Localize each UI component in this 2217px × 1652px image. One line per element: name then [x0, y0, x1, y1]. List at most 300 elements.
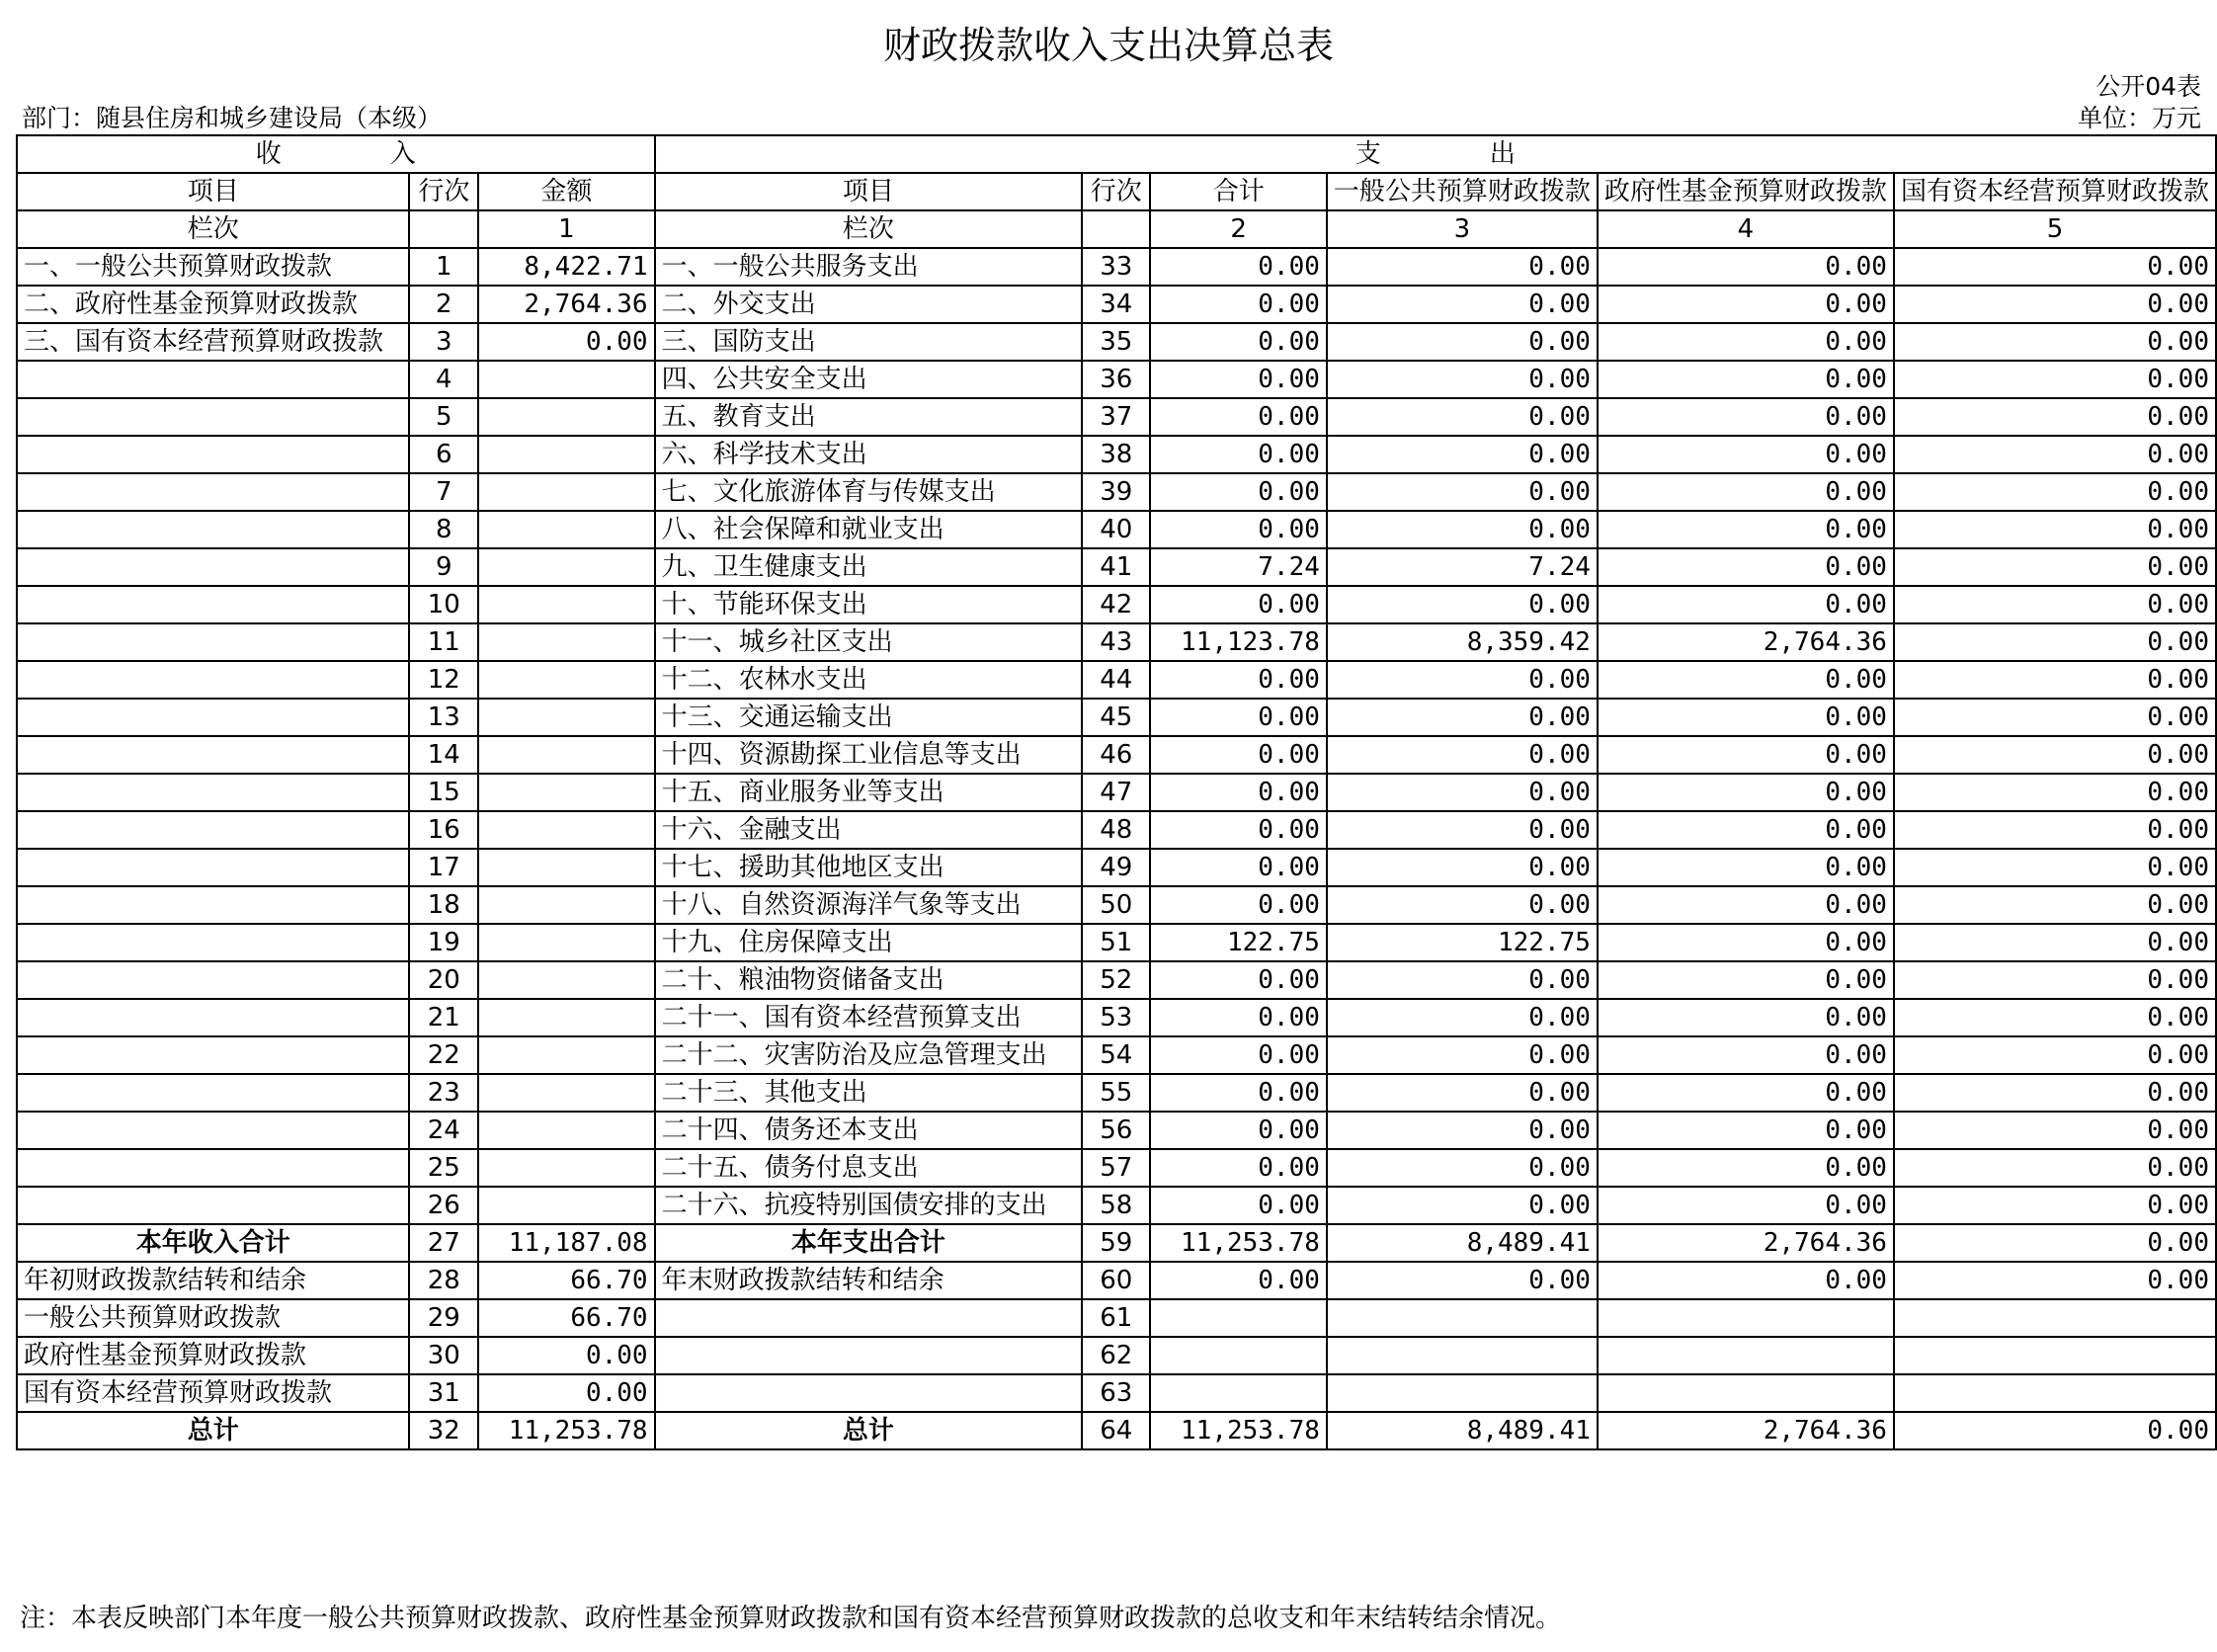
expense-row-no-cell[interactable]: 44	[1082, 661, 1150, 699]
gov-fund-cell[interactable]: 0.00	[1598, 286, 1894, 323]
state-capital-cell[interactable]: 0.00	[1894, 849, 2216, 886]
general-budget-cell[interactable]: 0.00	[1327, 849, 1598, 886]
income-amount-cell[interactable]	[478, 1149, 654, 1187]
state-capital-cell[interactable]: 0.00	[1894, 586, 2216, 623]
carryover-sub-empty-total[interactable]	[1150, 1299, 1326, 1337]
income-row-no-header[interactable]: 行次	[409, 173, 478, 210]
income-item-cell[interactable]	[17, 849, 409, 886]
general-budget-cell[interactable]: 0.00	[1327, 999, 1598, 1036]
income-item-cell[interactable]: 一、一般公共预算财政拨款	[17, 248, 409, 286]
expense-row-no-cell[interactable]: 37	[1082, 398, 1150, 436]
col-index-label-2[interactable]: 栏次	[655, 210, 1083, 248]
carryover-sub-expense-no[interactable]: 62	[1082, 1337, 1150, 1374]
general-budget-cell[interactable]: 0.00	[1327, 774, 1598, 811]
carryover-sub-amount[interactable]: 66.70	[478, 1299, 654, 1337]
state-capital-cell[interactable]: 0.00	[1894, 886, 2216, 924]
expense-item-cell[interactable]: 六、科学技术支出	[655, 436, 1083, 473]
state-capital-cell[interactable]: 0.00	[1894, 1149, 2216, 1187]
income-row-no-cell[interactable]: 13	[409, 699, 478, 736]
expense-total-state[interactable]: 0.00	[1894, 1224, 2216, 1262]
expense-total-cell[interactable]: 0.00	[1150, 286, 1326, 323]
carryover-sub-amount[interactable]: 0.00	[478, 1337, 654, 1374]
expense-row-no-cell[interactable]: 47	[1082, 774, 1150, 811]
gov-fund-cell[interactable]: 0.00	[1598, 699, 1894, 736]
end-carryover-general[interactable]: 0.00	[1327, 1262, 1598, 1299]
income-row-no-cell[interactable]: 24	[409, 1112, 478, 1149]
grand-total-sum[interactable]: 11,253.78	[1150, 1412, 1326, 1449]
grand-total-state[interactable]: 0.00	[1894, 1412, 2216, 1449]
expense-item-cell[interactable]: 十三、交通运输支出	[655, 699, 1083, 736]
expense-row-no-cell[interactable]: 45	[1082, 699, 1150, 736]
expense-row-no-cell[interactable]: 46	[1082, 736, 1150, 774]
income-item-cell[interactable]	[17, 1112, 409, 1149]
expense-item-cell[interactable]: 十六、金融支出	[655, 811, 1083, 849]
state-capital-cell[interactable]: 0.00	[1894, 361, 2216, 398]
income-item-cell[interactable]	[17, 548, 409, 586]
gov-fund-cell[interactable]: 0.00	[1598, 323, 1894, 361]
income-item-cell[interactable]	[17, 774, 409, 811]
income-amount-header[interactable]: 金额	[478, 173, 654, 210]
expense-total-cell[interactable]: 11,123.78	[1150, 623, 1326, 661]
expense-item-cell[interactable]: 十八、自然资源海洋气象等支出	[655, 886, 1083, 924]
income-amount-cell[interactable]	[478, 661, 654, 699]
gov-fund-cell[interactable]: 0.00	[1598, 1112, 1894, 1149]
state-capital-cell[interactable]: 0.00	[1894, 473, 2216, 511]
carryover-sub-empty-state[interactable]	[1894, 1299, 2216, 1337]
general-budget-cell[interactable]: 0.00	[1327, 886, 1598, 924]
income-item-cell[interactable]	[17, 924, 409, 961]
state-capital-cell[interactable]: 0.00	[1894, 811, 2216, 849]
income-row-no-cell[interactable]: 18	[409, 886, 478, 924]
expense-row-no-cell[interactable]: 50	[1082, 886, 1150, 924]
income-amount-cell[interactable]	[478, 511, 654, 548]
income-amount-cell[interactable]: 8,422.71	[478, 248, 654, 286]
state-capital-cell[interactable]: 0.00	[1894, 1187, 2216, 1224]
expense-total-cell[interactable]: 0.00	[1150, 1036, 1326, 1074]
income-item-cell[interactable]: 二、政府性基金预算财政拨款	[17, 286, 409, 323]
income-row-no-cell[interactable]: 25	[409, 1149, 478, 1187]
general-budget-cell[interactable]: 0.00	[1327, 286, 1598, 323]
income-item-cell[interactable]	[17, 436, 409, 473]
expense-item-header[interactable]: 项目	[655, 173, 1083, 210]
col-index-4[interactable]: 4	[1598, 210, 1894, 248]
expense-item-cell[interactable]: 二十二、灾害防治及应急管理支出	[655, 1036, 1083, 1074]
expense-row-no-cell[interactable]: 36	[1082, 361, 1150, 398]
expense-item-cell[interactable]: 十五、商业服务业等支出	[655, 774, 1083, 811]
state-capital-cell[interactable]: 0.00	[1894, 1112, 2216, 1149]
income-row-no-cell[interactable]: 2	[409, 286, 478, 323]
income-row-no-cell[interactable]: 9	[409, 548, 478, 586]
carryover-sub-empty-general[interactable]	[1327, 1374, 1598, 1412]
income-row-no-cell[interactable]: 26	[409, 1187, 478, 1224]
general-budget-cell[interactable]: 0.00	[1327, 811, 1598, 849]
carryover-sub-empty-fund[interactable]	[1598, 1374, 1894, 1412]
state-capital-cell[interactable]: 0.00	[1894, 511, 2216, 548]
income-amount-cell[interactable]	[478, 398, 654, 436]
state-capital-cell[interactable]: 0.00	[1894, 999, 2216, 1036]
expense-row-no-cell[interactable]: 48	[1082, 811, 1150, 849]
expense-total-cell[interactable]: 0.00	[1150, 811, 1326, 849]
expense-row-no-cell[interactable]: 54	[1082, 1036, 1150, 1074]
income-item-cell[interactable]	[17, 473, 409, 511]
expense-total-sum[interactable]: 11,253.78	[1150, 1224, 1326, 1262]
income-row-no-cell[interactable]: 19	[409, 924, 478, 961]
income-item-cell[interactable]	[17, 1036, 409, 1074]
expense-row-no-cell[interactable]: 41	[1082, 548, 1150, 586]
carryover-sub-empty-state[interactable]	[1894, 1374, 2216, 1412]
expense-item-cell[interactable]: 五、教育支出	[655, 398, 1083, 436]
expense-total-cell[interactable]: 0.00	[1150, 849, 1326, 886]
expense-total-cell[interactable]: 0.00	[1150, 999, 1326, 1036]
carryover-sub-label[interactable]: 政府性基金预算财政拨款	[17, 1337, 409, 1374]
income-item-cell[interactable]	[17, 511, 409, 548]
gov-fund-cell[interactable]: 0.00	[1598, 1149, 1894, 1187]
general-budget-header[interactable]: 一般公共预算财政拨款	[1327, 173, 1598, 210]
grand-total-general[interactable]: 8,489.41	[1327, 1412, 1598, 1449]
income-amount-cell[interactable]	[478, 849, 654, 886]
gov-fund-cell[interactable]: 0.00	[1598, 548, 1894, 586]
income-row-no-cell[interactable]: 7	[409, 473, 478, 511]
gov-fund-cell[interactable]: 2,764.36	[1598, 623, 1894, 661]
end-carryover-no[interactable]: 60	[1082, 1262, 1150, 1299]
expense-total-cell[interactable]: 7.24	[1150, 548, 1326, 586]
income-item-cell[interactable]	[17, 999, 409, 1036]
carryover-sub-no[interactable]: 30	[409, 1337, 478, 1374]
income-amount-cell[interactable]	[478, 1112, 654, 1149]
income-item-header[interactable]: 项目	[17, 173, 409, 210]
general-budget-cell[interactable]: 0.00	[1327, 436, 1598, 473]
expense-total-general[interactable]: 8,489.41	[1327, 1224, 1598, 1262]
income-total-label[interactable]: 本年收入合计	[17, 1224, 409, 1262]
expense-item-cell[interactable]: 十四、资源勘探工业信息等支出	[655, 736, 1083, 774]
carryover-sub-no[interactable]: 29	[409, 1299, 478, 1337]
income-item-cell[interactable]	[17, 811, 409, 849]
carryover-sub-empty-item[interactable]	[655, 1299, 1083, 1337]
state-capital-cell[interactable]: 0.00	[1894, 774, 2216, 811]
income-amount-cell[interactable]	[478, 436, 654, 473]
expense-item-cell[interactable]: 十、节能环保支出	[655, 586, 1083, 623]
grand-total-no[interactable]: 32	[409, 1412, 478, 1449]
expense-row-no-cell[interactable]: 51	[1082, 924, 1150, 961]
expense-item-cell[interactable]: 二十、粮油物资储备支出	[655, 961, 1083, 999]
expense-total-cell[interactable]: 0.00	[1150, 586, 1326, 623]
expense-item-cell[interactable]: 二十四、债务还本支出	[655, 1112, 1083, 1149]
general-budget-cell[interactable]: 0.00	[1327, 1149, 1598, 1187]
end-carryover-label[interactable]: 年末财政拨款结转和结余	[655, 1262, 1083, 1299]
carryover-sub-no[interactable]: 31	[409, 1374, 478, 1412]
expense-total-cell[interactable]: 0.00	[1150, 661, 1326, 699]
general-budget-cell[interactable]: 8,359.42	[1327, 623, 1598, 661]
income-row-no-cell[interactable]: 17	[409, 849, 478, 886]
col-index-label[interactable]: 栏次	[17, 210, 409, 248]
expense-total-cell[interactable]: 0.00	[1150, 511, 1326, 548]
state-capital-header[interactable]: 国有资本经营预算财政拨款	[1894, 173, 2216, 210]
carryover-sub-empty-fund[interactable]	[1598, 1299, 1894, 1337]
expense-item-cell[interactable]: 十九、住房保障支出	[655, 924, 1083, 961]
general-budget-cell[interactable]: 0.00	[1327, 1187, 1598, 1224]
expense-total-cell[interactable]: 0.00	[1150, 1149, 1326, 1187]
income-item-cell[interactable]	[17, 1149, 409, 1187]
expense-total-cell[interactable]: 0.00	[1150, 248, 1326, 286]
expense-row-no-cell[interactable]: 52	[1082, 961, 1150, 999]
income-row-no-cell[interactable]: 4	[409, 361, 478, 398]
expense-row-no-cell[interactable]: 43	[1082, 623, 1150, 661]
gov-fund-cell[interactable]: 0.00	[1598, 924, 1894, 961]
state-capital-cell[interactable]: 0.00	[1894, 623, 2216, 661]
income-item-cell[interactable]	[17, 661, 409, 699]
expense-total-cell[interactable]: 122.75	[1150, 924, 1326, 961]
begin-carryover-label[interactable]: 年初财政拨款结转和结余	[17, 1262, 409, 1299]
expense-item-cell[interactable]: 八、社会保障和就业支出	[655, 511, 1083, 548]
expense-row-no-cell[interactable]: 55	[1082, 1074, 1150, 1112]
income-amount-cell[interactable]	[478, 774, 654, 811]
expense-total-fund[interactable]: 2,764.36	[1598, 1224, 1894, 1262]
col-index-3[interactable]: 3	[1327, 210, 1598, 248]
carryover-sub-empty-fund[interactable]	[1598, 1337, 1894, 1374]
income-amount-cell[interactable]	[478, 548, 654, 586]
general-budget-cell[interactable]: 0.00	[1327, 323, 1598, 361]
expense-row-no-cell[interactable]: 40	[1082, 511, 1150, 548]
income-row-no-cell[interactable]: 23	[409, 1074, 478, 1112]
income-amount-cell[interactable]	[478, 623, 654, 661]
gov-fund-cell[interactable]: 0.00	[1598, 1187, 1894, 1224]
carryover-sub-empty-item[interactable]	[655, 1337, 1083, 1374]
income-item-cell[interactable]	[17, 361, 409, 398]
general-budget-cell[interactable]: 0.00	[1327, 361, 1598, 398]
end-carryover-state[interactable]: 0.00	[1894, 1262, 2216, 1299]
expense-row-no-cell[interactable]: 38	[1082, 436, 1150, 473]
carryover-sub-empty-total[interactable]	[1150, 1374, 1326, 1412]
state-capital-cell[interactable]: 0.00	[1894, 961, 2216, 999]
state-capital-cell[interactable]: 0.00	[1894, 736, 2216, 774]
expense-item-cell[interactable]: 十一、城乡社区支出	[655, 623, 1083, 661]
expense-row-no-header[interactable]: 行次	[1082, 173, 1150, 210]
general-budget-cell[interactable]: 0.00	[1327, 961, 1598, 999]
gov-fund-cell[interactable]: 0.00	[1598, 961, 1894, 999]
grand-total-label[interactable]: 总计	[17, 1412, 409, 1449]
expense-total-cell[interactable]: 0.00	[1150, 886, 1326, 924]
gov-fund-cell[interactable]: 0.00	[1598, 736, 1894, 774]
income-item-cell[interactable]	[17, 699, 409, 736]
carryover-sub-empty-total[interactable]	[1150, 1337, 1326, 1374]
expense-item-cell[interactable]: 二十六、抗疫特别国债安排的支出	[655, 1187, 1083, 1224]
gov-fund-cell[interactable]: 0.00	[1598, 774, 1894, 811]
income-amount-cell[interactable]	[478, 361, 654, 398]
state-capital-cell[interactable]: 0.00	[1894, 398, 2216, 436]
income-amount-cell[interactable]	[478, 999, 654, 1036]
state-capital-cell[interactable]: 0.00	[1894, 548, 2216, 586]
general-budget-cell[interactable]: 0.00	[1327, 1074, 1598, 1112]
state-capital-cell[interactable]: 0.00	[1894, 661, 2216, 699]
expense-item-cell[interactable]: 二十三、其他支出	[655, 1074, 1083, 1112]
income-total-no[interactable]: 27	[409, 1224, 478, 1262]
expense-item-cell[interactable]: 四、公共安全支出	[655, 361, 1083, 398]
expense-row-no-cell[interactable]: 58	[1082, 1187, 1150, 1224]
carryover-sub-label[interactable]: 国有资本经营预算财政拨款	[17, 1374, 409, 1412]
income-item-cell[interactable]	[17, 398, 409, 436]
income-total-amount[interactable]: 11,187.08	[478, 1224, 654, 1262]
expense-total-cell[interactable]: 0.00	[1150, 1112, 1326, 1149]
gov-fund-cell[interactable]: 0.00	[1598, 811, 1894, 849]
income-amount-cell[interactable]	[478, 586, 654, 623]
gov-fund-cell[interactable]: 0.00	[1598, 999, 1894, 1036]
expense-item-cell[interactable]: 九、卫生健康支出	[655, 548, 1083, 586]
expense-total-cell[interactable]: 0.00	[1150, 436, 1326, 473]
gov-fund-cell[interactable]: 0.00	[1598, 661, 1894, 699]
income-amount-cell[interactable]	[478, 736, 654, 774]
state-capital-cell[interactable]: 0.00	[1894, 1074, 2216, 1112]
income-row-no-cell[interactable]: 15	[409, 774, 478, 811]
expense-item-cell[interactable]: 二、外交支出	[655, 286, 1083, 323]
income-amount-cell[interactable]	[478, 473, 654, 511]
state-capital-cell[interactable]: 0.00	[1894, 699, 2216, 736]
carryover-sub-expense-no[interactable]: 63	[1082, 1374, 1150, 1412]
income-row-no-cell[interactable]: 3	[409, 323, 478, 361]
income-amount-cell[interactable]	[478, 1074, 654, 1112]
income-row-no-cell[interactable]: 5	[409, 398, 478, 436]
income-item-cell[interactable]	[17, 961, 409, 999]
general-budget-cell[interactable]: 0.00	[1327, 586, 1598, 623]
expense-item-cell[interactable]: 十二、农林水支出	[655, 661, 1083, 699]
expense-item-cell[interactable]: 二十五、债务付息支出	[655, 1149, 1083, 1187]
carryover-sub-empty-general[interactable]	[1327, 1337, 1598, 1374]
income-row-no-cell[interactable]: 12	[409, 661, 478, 699]
expense-row-no-cell[interactable]: 57	[1082, 1149, 1150, 1187]
expense-total-cell[interactable]: 0.00	[1150, 323, 1326, 361]
expense-total-cell[interactable]: 0.00	[1150, 473, 1326, 511]
col-index-empty[interactable]	[409, 210, 478, 248]
end-carryover-fund[interactable]: 0.00	[1598, 1262, 1894, 1299]
grand-total-fund[interactable]: 2,764.36	[1598, 1412, 1894, 1449]
income-item-cell[interactable]: 三、国有资本经营预算财政拨款	[17, 323, 409, 361]
gov-fund-cell[interactable]: 0.00	[1598, 1036, 1894, 1074]
income-item-cell[interactable]	[17, 1074, 409, 1112]
end-carryover-total[interactable]: 0.00	[1150, 1262, 1326, 1299]
state-capital-cell[interactable]: 0.00	[1894, 323, 2216, 361]
expense-item-cell[interactable]: 十七、援助其他地区支出	[655, 849, 1083, 886]
expense-item-cell[interactable]: 一、一般公共服务支出	[655, 248, 1083, 286]
gov-fund-cell[interactable]: 0.00	[1598, 398, 1894, 436]
expense-row-no-cell[interactable]: 35	[1082, 323, 1150, 361]
state-capital-cell[interactable]: 0.00	[1894, 248, 2216, 286]
gov-fund-cell[interactable]: 0.00	[1598, 849, 1894, 886]
expense-row-no-cell[interactable]: 33	[1082, 248, 1150, 286]
col-index-1[interactable]: 1	[478, 210, 654, 248]
grand-total-no-2[interactable]: 64	[1082, 1412, 1150, 1449]
income-row-no-cell[interactable]: 1	[409, 248, 478, 286]
general-budget-cell[interactable]: 0.00	[1327, 511, 1598, 548]
col-index-empty-2[interactable]	[1082, 210, 1150, 248]
state-capital-cell[interactable]: 0.00	[1894, 286, 2216, 323]
grand-total-amount[interactable]: 11,253.78	[478, 1412, 654, 1449]
begin-carryover-no[interactable]: 28	[409, 1262, 478, 1299]
income-item-cell[interactable]	[17, 736, 409, 774]
gov-fund-cell[interactable]: 0.00	[1598, 1074, 1894, 1112]
general-budget-cell[interactable]: 122.75	[1327, 924, 1598, 961]
expense-row-no-cell[interactable]: 34	[1082, 286, 1150, 323]
expense-row-no-cell[interactable]: 42	[1082, 586, 1150, 623]
carryover-sub-empty-general[interactable]	[1327, 1299, 1598, 1337]
col-index-5[interactable]: 5	[1894, 210, 2216, 248]
income-item-cell[interactable]	[17, 1187, 409, 1224]
general-budget-cell[interactable]: 0.00	[1327, 1036, 1598, 1074]
income-row-no-cell[interactable]: 11	[409, 623, 478, 661]
income-item-cell[interactable]	[17, 586, 409, 623]
grand-total-label-2[interactable]: 总计	[655, 1412, 1083, 1449]
income-amount-cell[interactable]	[478, 924, 654, 961]
state-capital-cell[interactable]: 0.00	[1894, 436, 2216, 473]
income-item-cell[interactable]	[17, 623, 409, 661]
expense-total-cell[interactable]: 0.00	[1150, 699, 1326, 736]
expense-total-label[interactable]: 本年支出合计	[655, 1224, 1083, 1262]
expense-total-header[interactable]: 合计	[1150, 173, 1326, 210]
general-budget-cell[interactable]: 7.24	[1327, 548, 1598, 586]
income-row-no-cell[interactable]: 22	[409, 1036, 478, 1074]
carryover-sub-label[interactable]: 一般公共预算财政拨款	[17, 1299, 409, 1337]
expense-total-cell[interactable]: 0.00	[1150, 1187, 1326, 1224]
general-budget-cell[interactable]: 0.00	[1327, 736, 1598, 774]
income-row-no-cell[interactable]: 21	[409, 999, 478, 1036]
general-budget-cell[interactable]: 0.00	[1327, 1112, 1598, 1149]
carryover-sub-amount[interactable]: 0.00	[478, 1374, 654, 1412]
general-budget-cell[interactable]: 0.00	[1327, 699, 1598, 736]
gov-fund-cell[interactable]: 0.00	[1598, 436, 1894, 473]
income-amount-cell[interactable]	[478, 961, 654, 999]
expense-item-cell[interactable]: 七、文化旅游体育与传媒支出	[655, 473, 1083, 511]
expense-item-cell[interactable]: 三、国防支出	[655, 323, 1083, 361]
gov-fund-header[interactable]: 政府性基金预算财政拨款	[1598, 173, 1894, 210]
general-budget-cell[interactable]: 0.00	[1327, 248, 1598, 286]
state-capital-cell[interactable]: 0.00	[1894, 1036, 2216, 1074]
income-amount-cell[interactable]	[478, 699, 654, 736]
gov-fund-cell[interactable]: 0.00	[1598, 586, 1894, 623]
gov-fund-cell[interactable]: 0.00	[1598, 886, 1894, 924]
expense-total-no[interactable]: 59	[1082, 1224, 1150, 1262]
expense-item-cell[interactable]: 二十一、国有资本经营预算支出	[655, 999, 1083, 1036]
expense-total-cell[interactable]: 0.00	[1150, 361, 1326, 398]
expense-total-cell[interactable]: 0.00	[1150, 736, 1326, 774]
expense-total-cell[interactable]: 0.00	[1150, 961, 1326, 999]
carryover-sub-expense-no[interactable]: 61	[1082, 1299, 1150, 1337]
income-row-no-cell[interactable]: 14	[409, 736, 478, 774]
general-budget-cell[interactable]: 0.00	[1327, 398, 1598, 436]
income-row-no-cell[interactable]: 16	[409, 811, 478, 849]
income-row-no-cell[interactable]: 20	[409, 961, 478, 999]
expense-row-no-cell[interactable]: 56	[1082, 1112, 1150, 1149]
income-amount-cell[interactable]	[478, 886, 654, 924]
gov-fund-cell[interactable]: 0.00	[1598, 248, 1894, 286]
income-amount-cell[interactable]: 0.00	[478, 323, 654, 361]
income-amount-cell[interactable]	[478, 1187, 654, 1224]
expense-total-cell[interactable]: 0.00	[1150, 1074, 1326, 1112]
general-budget-cell[interactable]: 0.00	[1327, 473, 1598, 511]
income-amount-cell[interactable]	[478, 811, 654, 849]
income-row-no-cell[interactable]: 8	[409, 511, 478, 548]
carryover-sub-empty-state[interactable]	[1894, 1337, 2216, 1374]
income-amount-cell[interactable]: 2,764.36	[478, 286, 654, 323]
expense-row-no-cell[interactable]: 49	[1082, 849, 1150, 886]
income-item-cell[interactable]	[17, 886, 409, 924]
gov-fund-cell[interactable]: 0.00	[1598, 473, 1894, 511]
income-row-no-cell[interactable]: 6	[409, 436, 478, 473]
gov-fund-cell[interactable]: 0.00	[1598, 361, 1894, 398]
income-amount-cell[interactable]	[478, 1036, 654, 1074]
col-index-2[interactable]: 2	[1150, 210, 1326, 248]
expense-row-no-cell[interactable]: 53	[1082, 999, 1150, 1036]
expense-total-cell[interactable]: 0.00	[1150, 774, 1326, 811]
gov-fund-cell[interactable]: 0.00	[1598, 511, 1894, 548]
general-budget-cell[interactable]: 0.00	[1327, 661, 1598, 699]
